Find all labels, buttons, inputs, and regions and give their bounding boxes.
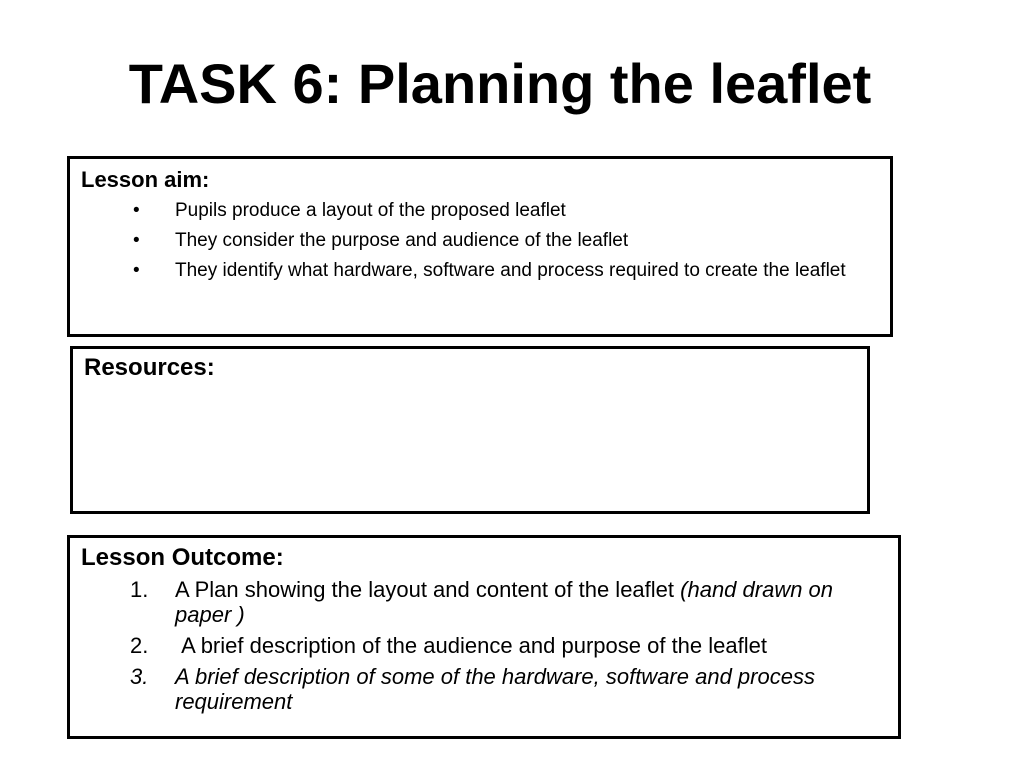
lesson-outcome-item — [81, 577, 888, 627]
slide-title: TASK 6: Planning the leaflet — [128, 52, 872, 115]
lesson-aim-list — [81, 199, 880, 283]
bullet-marker: • — [133, 230, 140, 251]
bullet-marker: • — [133, 260, 140, 281]
lesson-aim-item-text: They identify what hardware, software and process required to create the leaflet — [175, 260, 846, 281]
lesson-outcome-item-text: A brief description of the audience and purpose of the leaflet — [175, 633, 767, 658]
number-marker: 1. — [130, 577, 149, 602]
lesson-aim-box — [67, 156, 893, 337]
lesson-outcome-item-text: A Plan showing the layout and content of the leaflet — [175, 577, 681, 602]
resources-heading: Resources: — [84, 354, 215, 381]
lesson-aim-item — [81, 199, 880, 223]
lesson-aim-item — [81, 259, 880, 283]
lesson-aim-heading: Lesson aim: — [81, 167, 210, 192]
lesson-aim-item-text: They consider the purpose and audience of the leaflet — [175, 230, 629, 251]
lesson-outcome-item — [81, 633, 888, 658]
lesson-outcome-item-text: A brief description of some of the hardware, software and process requirement — [175, 664, 815, 714]
lesson-outcome-item — [81, 664, 888, 714]
number-marker: 2. — [130, 633, 149, 658]
lesson-outcome-heading: Lesson Outcome: — [81, 544, 284, 571]
lesson-outcome-item-note: (hand drawn on paper ) — [175, 577, 834, 627]
lesson-outcome-list — [81, 577, 888, 714]
lesson-aim-item-text: Pupils produce a layout of the proposed leaflet — [175, 200, 566, 221]
number-marker: 3. — [130, 664, 149, 689]
bullet-marker: • — [133, 200, 140, 221]
lesson-aim-item — [81, 229, 880, 253]
lesson-outcome-box — [67, 535, 901, 739]
resources-box — [70, 346, 870, 514]
